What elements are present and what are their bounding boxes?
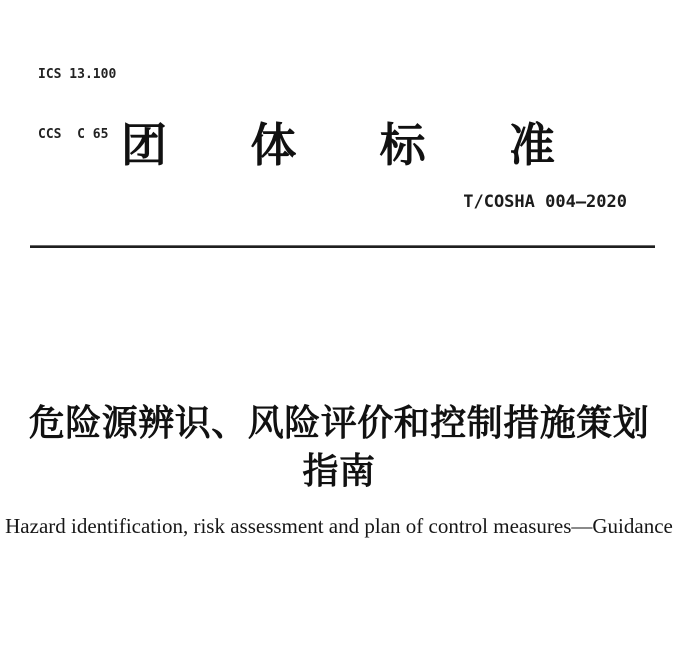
standard-type-char: 团 [121, 119, 167, 171]
document-title-line1: 危险源辨识、风险评价和控制措施策划 [28, 402, 650, 443]
standard-type-char: 准 [508, 119, 555, 171]
divider-rule [30, 245, 655, 248]
standard-type-char: 体 [250, 119, 297, 171]
standard-type-char: 标 [379, 119, 426, 171]
document-title-line2: 指南 [302, 450, 376, 491]
document-subtitle-english: Hazard identification, risk assessment and plan of control measures—Guidance [5, 514, 673, 538]
ccs-code: CCS C 65 [38, 127, 109, 142]
ics-code: ICS 13.100 [38, 67, 117, 82]
standard-type-heading [121, 120, 555, 170]
classification-codes [38, 25, 116, 185]
standard-number: T/COSHA 004—2020 [463, 192, 627, 212]
document-title [0, 399, 678, 495]
